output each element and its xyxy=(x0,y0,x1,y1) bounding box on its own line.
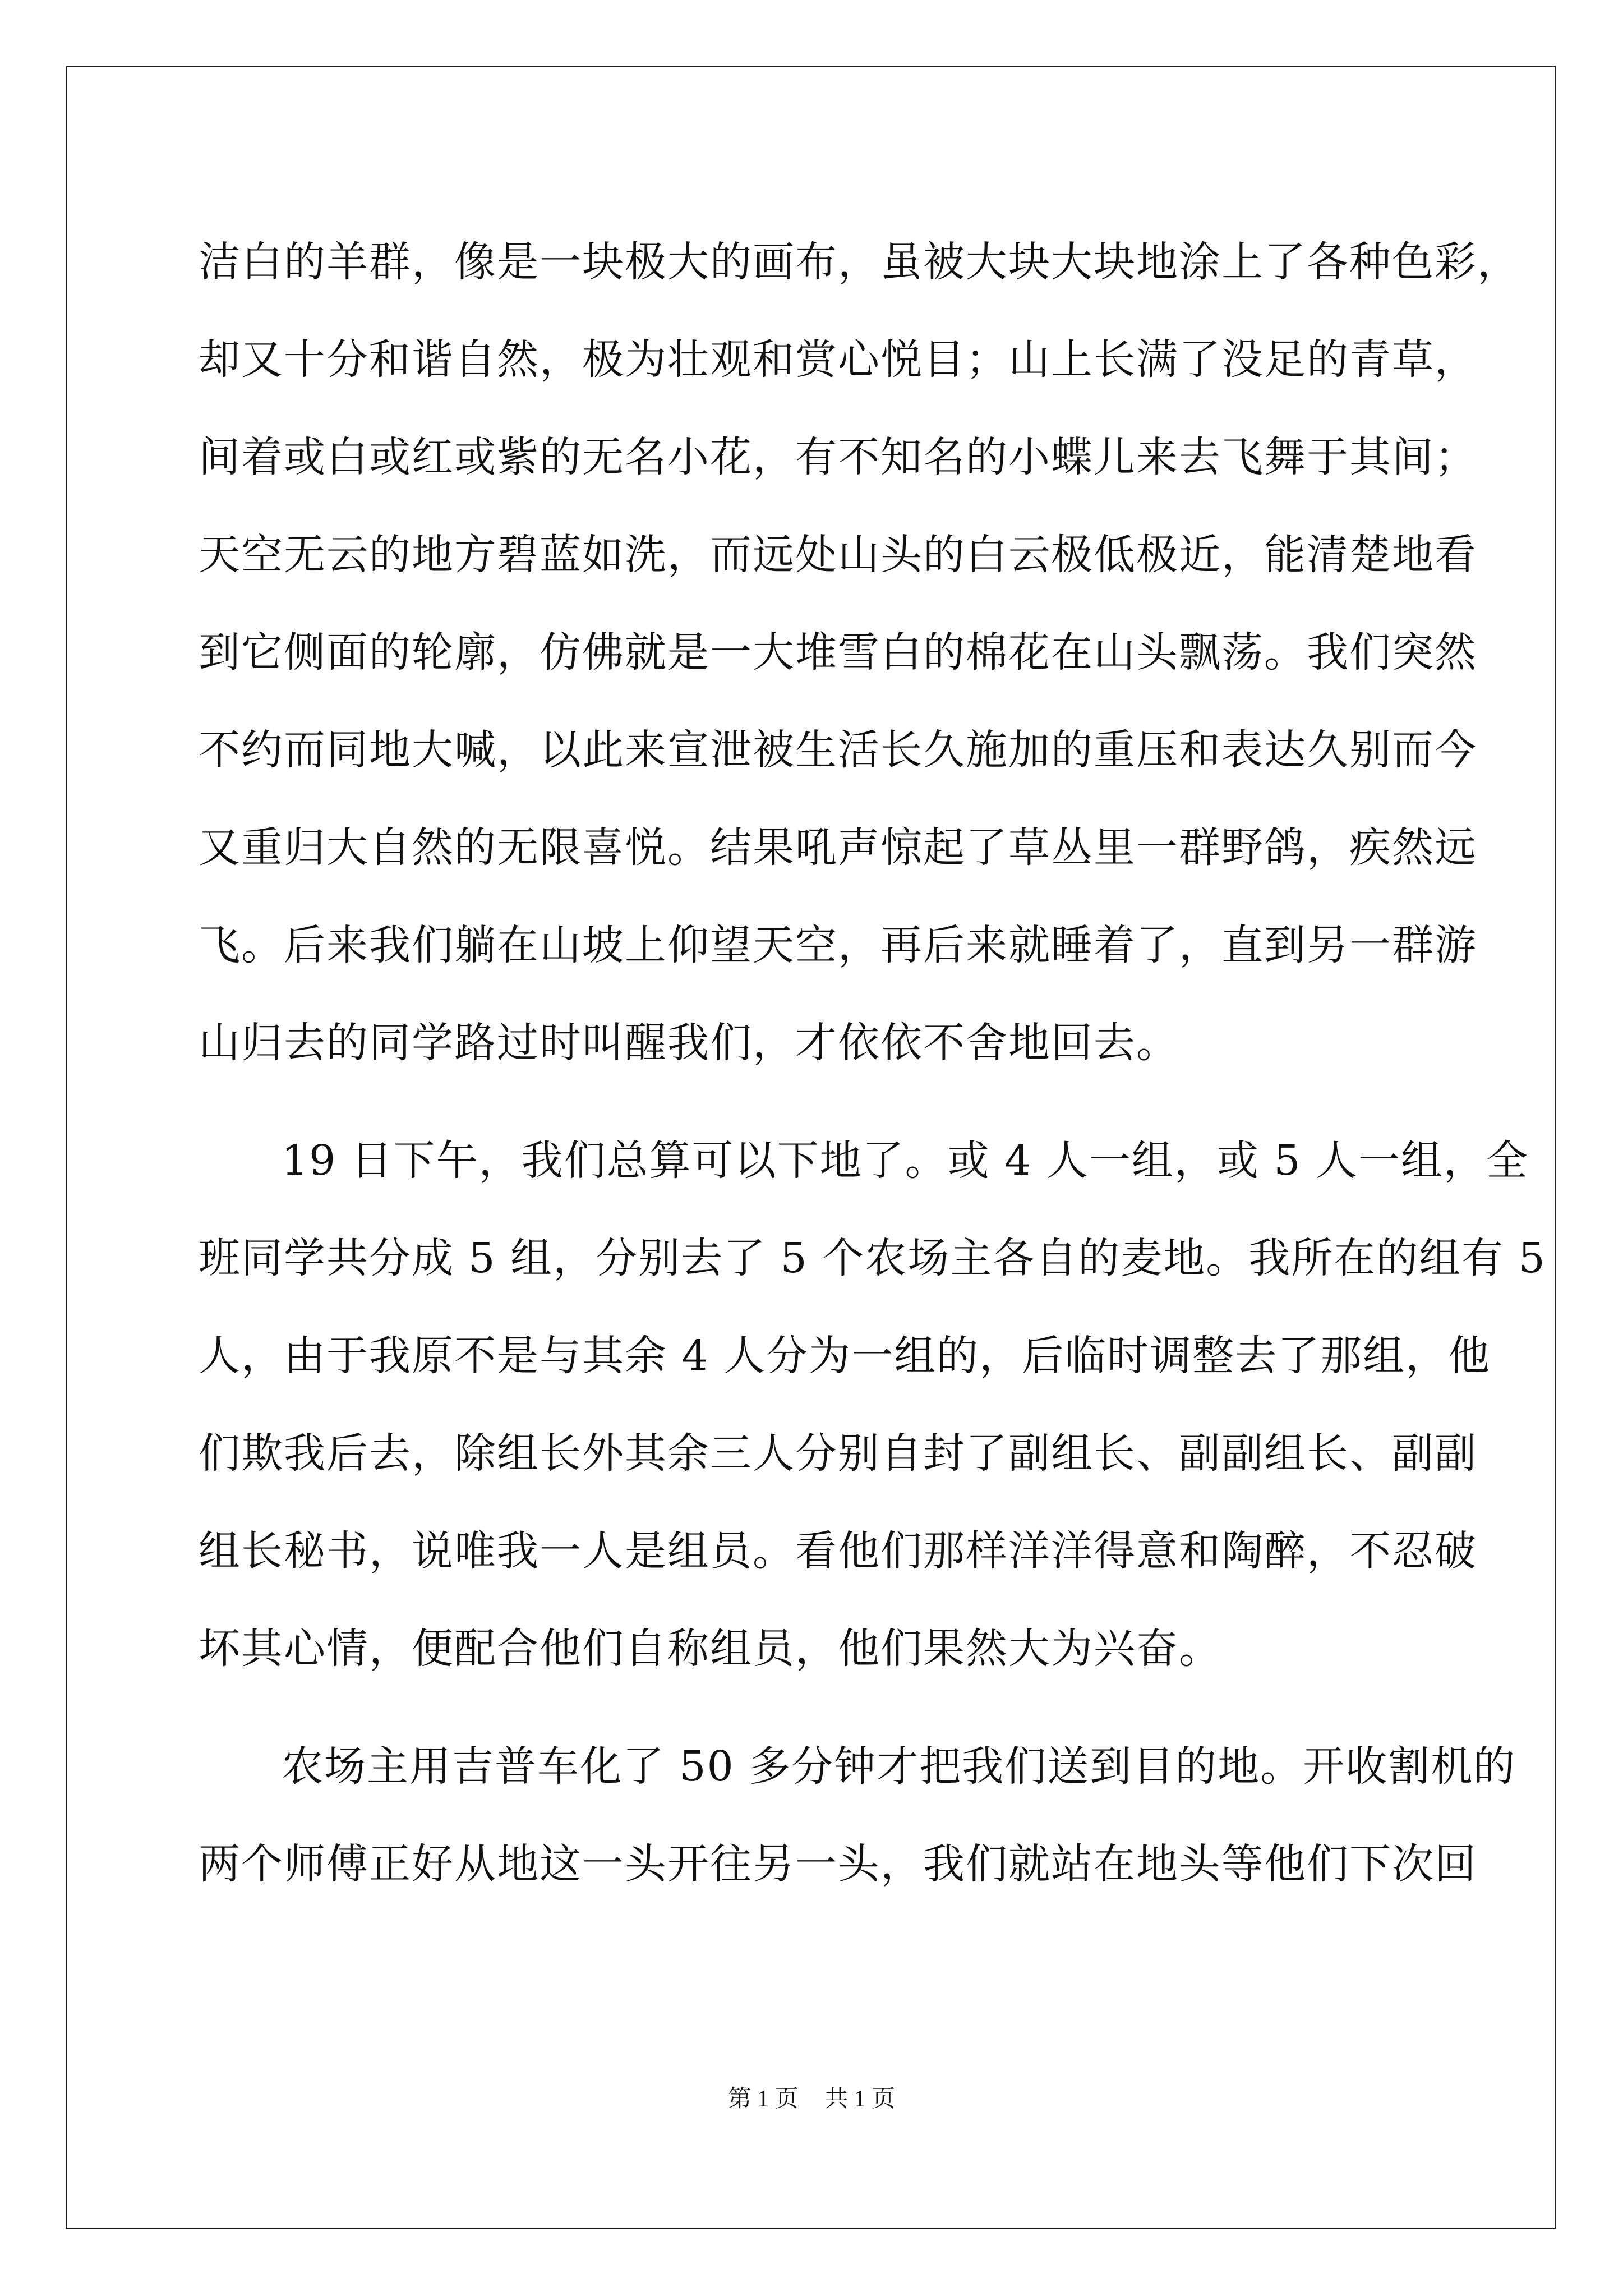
text-line: 们欺我后去，除组长外其余三人分别自封了副组长、副副组长、副副 xyxy=(199,1429,1477,1478)
page-number: 第 1 页 xyxy=(727,2086,799,2112)
text-line: 人，由于我原不是与其余 4 人分为一组的，后临时调整去了那组，他 xyxy=(199,1332,1491,1380)
paragraph-start-line: 19 日下午，我们总算可以下地了。或 4 人一组，或 5 人一组，全 xyxy=(282,1137,1529,1185)
text-line: 不约而同地大喊，以此来宣泄被生活长久施加的重压和表达久别而今 xyxy=(199,726,1477,774)
page-footer xyxy=(0,2082,1623,2116)
text-line: 又重归大自然的无限喜悦。结果吼声惊起了草丛里一群野鸽，疾然远 xyxy=(199,823,1477,872)
text-line: 却又十分和谐自然，极为壮观和赏心悦目；山上长满了没足的青草， xyxy=(199,335,1477,384)
text-line: 两个师傅正好从地这一头开往另一头，我们就站在地头等他们下次回 xyxy=(199,1840,1477,1888)
text-line: 间着或白或红或紫的无名小花，有不知名的小蝶儿来去飞舞于其间； xyxy=(199,433,1477,481)
text-line: 坏其心情，便配合他们自称组员，他们果然大为兴奋。 xyxy=(199,1625,1221,1673)
document-body xyxy=(199,213,1546,1913)
text-line: 班同学共分成 5 组，分别去了 5 个农场主各自的麦地。我所在的组有 5 xyxy=(199,1234,1546,1282)
text-line: 洁白的羊群，像是一块极大的画布，虽被大块大块地涂上了各种色彩， xyxy=(199,238,1520,286)
page-total: 共 1 页 xyxy=(824,2086,896,2112)
text-line: 山归去的同学路过时叫醒我们，才依依不舍地回去。 xyxy=(199,1019,1179,1067)
text-line: 到它侧面的轮廓，仿佛就是一大堆雪白的棉花在山头飘荡。我们突然 xyxy=(199,628,1477,677)
text-line: 组长秘书，说唯我一人是组员。看他们那样洋洋得意和陶醉，不忍破 xyxy=(199,1527,1477,1575)
text-line: 天空无云的地方碧蓝如洗，而远处山头的白云极低极近，能清楚地看 xyxy=(199,531,1477,579)
paragraph-start-line: 农场主用吉普车化了 50 多分钟才把我们送到目的地。开收割机的 xyxy=(282,1742,1516,1791)
text-line: 飞。后来我们躺在山坡上仰望天空，再后来就睡着了，直到另一群游 xyxy=(199,921,1477,969)
